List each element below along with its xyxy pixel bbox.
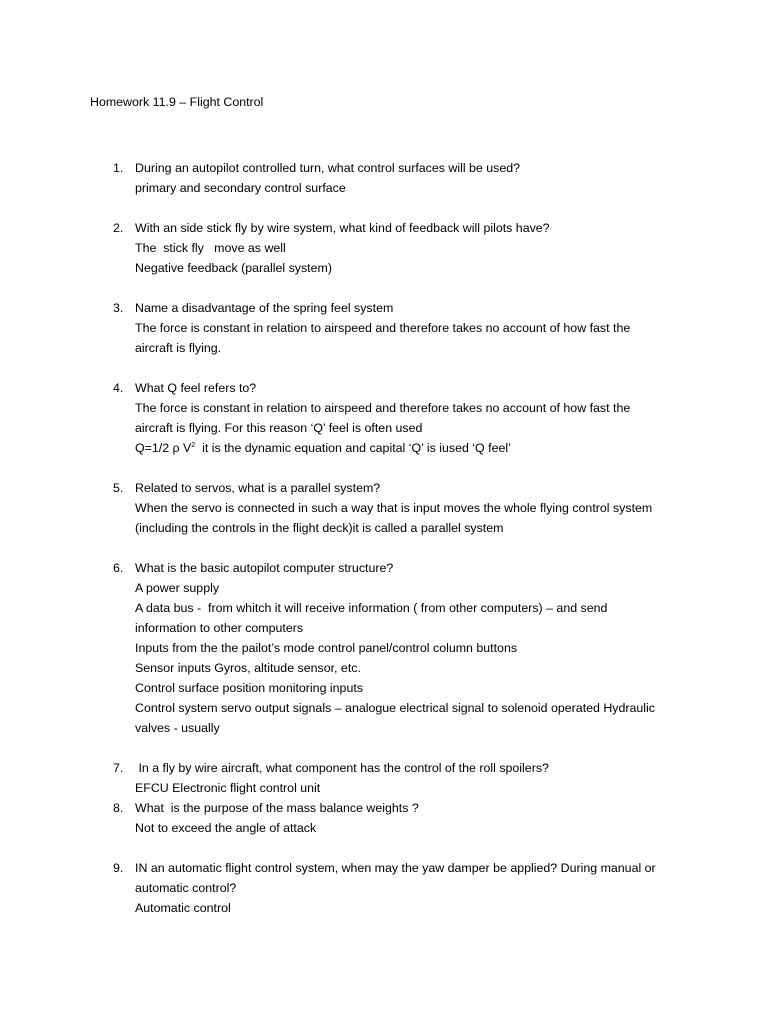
question-text: Name a disadvantage of the spring feel system [135, 301, 394, 315]
answer-line: (including the controls in the flight deck)it is called a parallel system [135, 521, 504, 535]
answer-line: The force is constant in relation to airspeed and therefore takes no account of how fast the [135, 321, 631, 335]
answer-line: primary and secondary control surface [135, 181, 346, 195]
document-title: Homework 11.9 – Flight Control [90, 95, 264, 109]
answer-line: A data bus - from whitch it will receive information ( from other computers) – and send [135, 601, 608, 615]
question-text: Related to servos, what is a parallel system? [135, 481, 381, 495]
formula-text: Q=1/2 ρ V [135, 441, 192, 455]
question-number: 4. [113, 381, 124, 395]
question-number: 3. [113, 301, 124, 315]
question-number: 5. [113, 481, 124, 495]
question-text: With an side stick fly by wire system, what kind of feedback will pilots have? [135, 221, 550, 235]
question-text: In a fly by wire aircraft, what component has the control of the roll spoilers? [135, 761, 549, 775]
answer-line: Control system servo output signals – analogue electrical signal to solenoid operated Hydraulic [135, 701, 656, 715]
question-text: IN an automatic flight control system, when may the yaw damper be applied? During manual or [135, 861, 656, 875]
answer-line: Not to exceed the angle of attack [135, 821, 317, 835]
question-text: During an autopilot controlled turn, what control surfaces will be used? [135, 161, 521, 175]
answer-line: When the servo is connected in such a way that is input moves the whole flying control system [135, 501, 653, 515]
question-text: What is the purpose of the mass balance weights ? [135, 801, 419, 815]
answer-line: information to other computers [135, 621, 304, 635]
answer-line: The force is constant in relation to airspeed and therefore takes no account of how fast the [135, 401, 631, 415]
question-number: 2. [113, 221, 124, 235]
answer-line: aircraft is flying. For this reason ‘Q’ feel is often used [135, 421, 423, 435]
question-text: automatic control? [135, 881, 237, 895]
answer-line: Control surface position monitoring inputs [135, 681, 363, 695]
answer-line: Automatic control [135, 901, 231, 915]
question-number: 1. [113, 161, 124, 175]
formula-explanation: it is the dynamic equation and capital ‘Q’ is iused ‘Q feel’ [195, 441, 511, 455]
question-text: What is the basic autopilot computer structure? [135, 561, 394, 575]
question-number: 8. [113, 801, 124, 815]
answer-line: Inputs from the the pailot’s mode control panel/control column buttons [135, 641, 518, 655]
answer-line: Negative feedback (parallel system) [135, 261, 332, 275]
answer-line: The stick fly move as well [135, 241, 286, 255]
formula-exponent: 2 [191, 441, 196, 449]
question-number: 9. [113, 861, 124, 875]
answer-line: A power supply [135, 581, 220, 595]
answer-line: EFCU Electronic flight control unit [135, 781, 321, 795]
question-number: 6. [113, 561, 124, 575]
question-text: What Q feel refers to? [135, 381, 257, 395]
question-number: 7. [113, 761, 124, 775]
answer-line: aircraft is flying. [135, 341, 222, 355]
answer-line: valves - usually [135, 721, 220, 735]
formula-line [135, 438, 685, 458]
answer-line: Sensor inputs Gyros, altitude sensor, etc. [135, 661, 361, 675]
